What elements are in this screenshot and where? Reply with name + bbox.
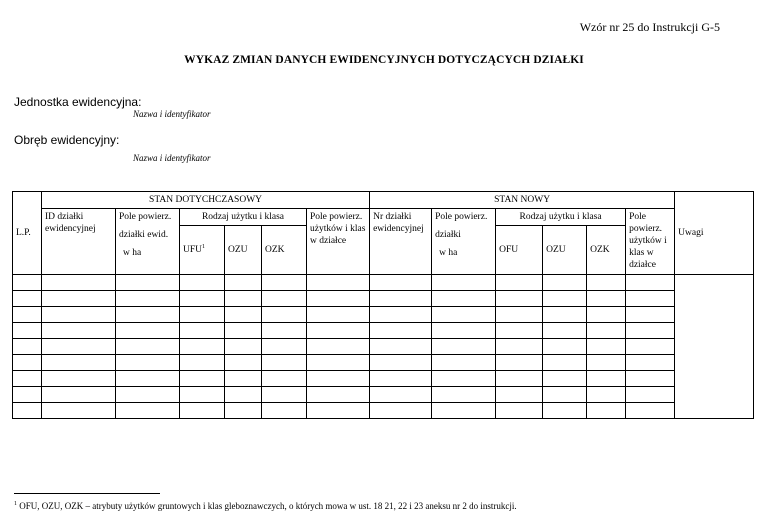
ozk-header-current: OZK xyxy=(262,226,307,275)
precinct-label: Obręb ewidencyjny: xyxy=(14,133,120,147)
area-header-line2: działki ewid. xyxy=(119,230,169,240)
new-area-header xyxy=(432,209,496,275)
table-row xyxy=(13,275,754,291)
area-header xyxy=(116,209,180,275)
new-area-header-line3: w ha xyxy=(439,248,458,258)
nr-parcel-header: Nr działki ewidencyjnej xyxy=(370,209,432,275)
ozk-header-new: OZK xyxy=(587,226,626,275)
footnote xyxy=(14,501,517,511)
table-row xyxy=(13,307,754,323)
model-reference: Wzór nr 25 do Instrukcji G-5 xyxy=(579,20,720,34)
footnote-text: OFU, OZU, OZK – atrybuty użytków gruntowych i klas gleboznawczych, o których mowa w ust. 18 21, 22 i 23 aneksu nr 2 do instrukcji. xyxy=(17,501,517,511)
ufu-footnote-ref: 1 xyxy=(202,243,206,250)
current-state-header: STAN DOTYCHCZASOWY xyxy=(42,192,370,209)
table-row xyxy=(13,371,754,387)
new-area-header-line1: Pole powierz. xyxy=(435,212,488,222)
changes-table xyxy=(12,191,754,419)
ufu-header xyxy=(180,226,225,275)
table-row xyxy=(13,323,754,339)
table-row xyxy=(13,339,754,355)
land-use-header-new: Rodzaj użytku i klasa xyxy=(496,209,626,226)
ozu-header-current: OZU xyxy=(225,226,262,275)
area-header-line3: w ha xyxy=(123,248,142,258)
document-title: WYKAZ ZMIAN DANYCH EWIDENCYJNYCH DOTYCZĄCYCH DZIAŁKI xyxy=(184,54,584,66)
footnote-separator xyxy=(14,493,160,494)
new-area-header-line2: działki xyxy=(435,230,461,240)
area-header-line1: Pole powierz. xyxy=(119,212,172,222)
notes-header: Uwagi xyxy=(675,192,754,275)
ozu-header-new: OZU xyxy=(543,226,587,275)
table-row xyxy=(13,387,754,403)
table-row xyxy=(13,291,754,307)
footnote-marker: 1 xyxy=(14,501,17,507)
unit-hint: Nazwa i identyfikator xyxy=(133,109,211,119)
lp-header: L.P. xyxy=(13,192,42,275)
new-state-header: STAN NOWY xyxy=(370,192,675,209)
unit-label: Jednostka ewidencyjna: xyxy=(14,95,142,109)
area-use-header-current: Pole powierz. użytków i klas w działce xyxy=(307,209,370,275)
id-parcel-header: ID działki ewidencyjnej xyxy=(42,209,116,275)
precinct-hint: Nazwa i identyfikator xyxy=(133,153,211,163)
table-row xyxy=(13,355,754,371)
ufu-label: UFU xyxy=(183,245,203,255)
ofu-header-new: OFU xyxy=(496,226,543,275)
area-use-header-new: Pole powierz. użytków i klas w działce xyxy=(626,209,675,275)
land-use-header-current: Rodzaj użytku i klasa xyxy=(180,209,307,226)
table-row xyxy=(13,403,754,419)
